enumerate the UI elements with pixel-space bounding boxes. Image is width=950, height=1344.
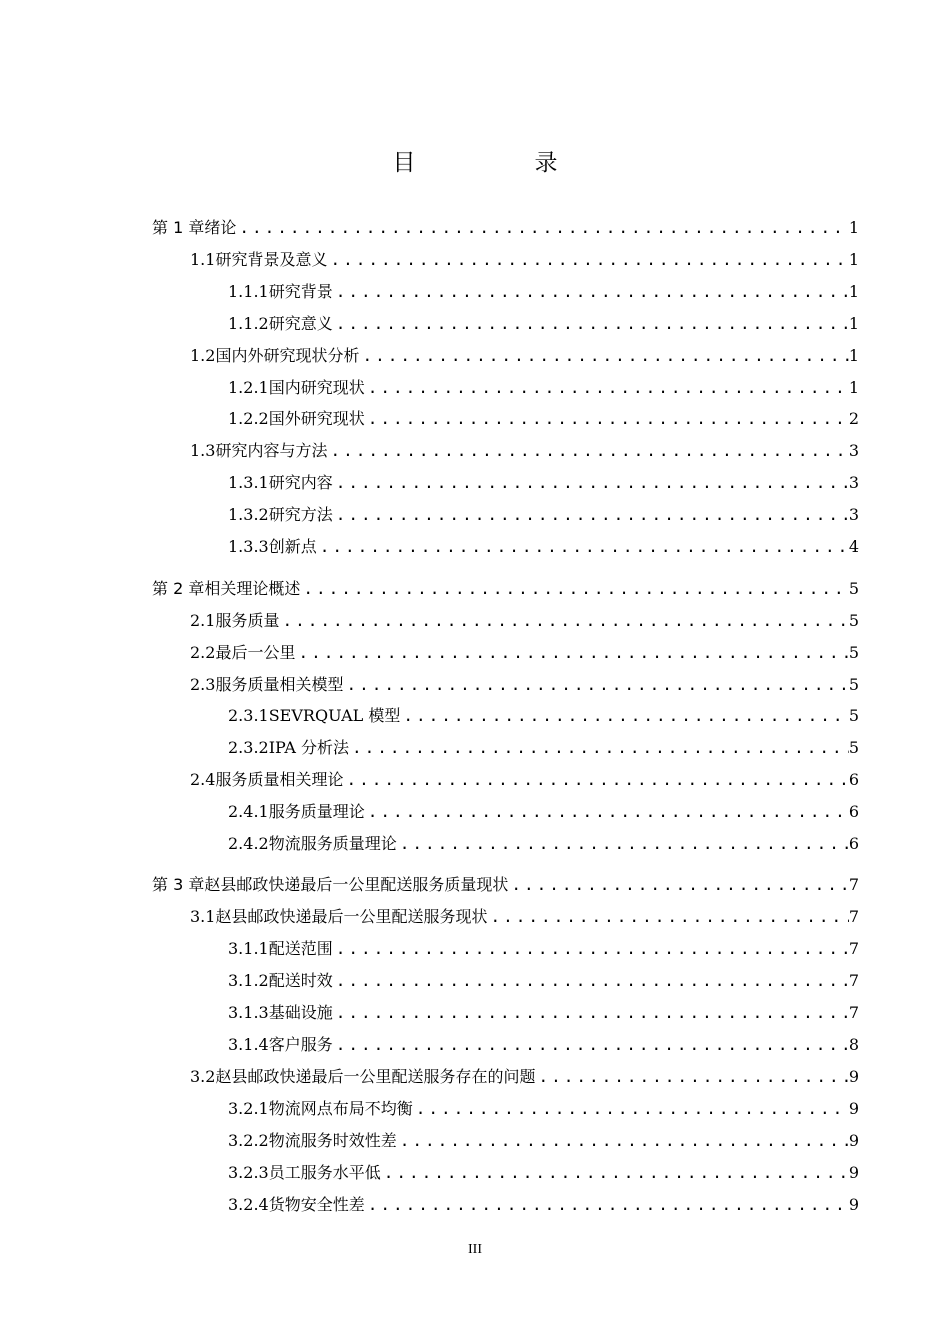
toc-dot-leader [333, 968, 849, 994]
toc-entry-page: 3 [848, 473, 859, 492]
toc-entry-page: 1 [848, 250, 859, 269]
toc-entry-number: 第 1 章 [152, 218, 205, 237]
toc-dot-leader [487, 904, 848, 930]
toc-entry-title: 配送范围 [268, 939, 333, 958]
toc-entry-number: 2.1 [190, 611, 216, 630]
toc-dot-leader [333, 311, 849, 337]
toc-entry[interactable] [228, 375, 859, 401]
toc-entry-page: 7 [848, 939, 859, 958]
toc-entry-page: 9 [848, 1195, 859, 1214]
toc-entry-page: 7 [848, 971, 859, 990]
toc-entry[interactable] [190, 608, 859, 634]
toc-dot-leader [333, 1032, 849, 1058]
toc-dot-leader [333, 1000, 849, 1026]
toc-dot-leader [333, 936, 849, 962]
toc-dot-leader [413, 1096, 849, 1122]
toc-entry-title: 创新点 [268, 537, 317, 556]
toc-entry[interactable] [152, 215, 859, 241]
page-title: 目 录 [392, 150, 606, 176]
toc-entry-page: 9 [848, 1131, 859, 1150]
toc-dot-leader [397, 831, 849, 857]
toc-entry-number: 3.2.4 [228, 1195, 269, 1214]
toc-entry-number: 3.1.3 [228, 1003, 269, 1022]
toc-entry-page: 6 [848, 834, 859, 853]
toc-entry-title: 员工服务水平低 [268, 1163, 381, 1182]
toc-entry-page: 1 [848, 314, 859, 333]
toc-entry-title: 赵县邮政快递最后一公里配送服务质量现状 [204, 875, 509, 894]
toc-entry-page: 7 [848, 875, 859, 894]
toc-entry-number: 第 2 章 [152, 579, 205, 598]
toc-dot-leader [333, 502, 849, 528]
toc-entry[interactable] [228, 1096, 859, 1122]
toc-entry[interactable] [228, 279, 859, 305]
toc-entry-title: 研究背景及意义 [215, 250, 328, 269]
toc-entry-number: 1.3.2 [228, 505, 269, 524]
toc-entry-number: 1.2.1 [228, 378, 269, 397]
toc-entry[interactable] [228, 502, 859, 528]
toc-entry-number: 1.1 [190, 250, 216, 269]
toc-dot-leader [333, 470, 849, 496]
toc-entry-title: 服务质量理论 [268, 802, 365, 821]
page-number: III [468, 1242, 482, 1257]
toc-entry-page: 5 [848, 738, 859, 757]
toc-entry-page: 1 [848, 378, 859, 397]
toc-entry-title: IPA 分析法 [268, 738, 349, 757]
toc-entry-page: 1 [848, 346, 859, 365]
toc-dot-leader [333, 279, 849, 305]
toc-entry[interactable] [228, 936, 859, 962]
toc-entry-number: 2.4 [190, 770, 216, 789]
toc-entry-page: 3 [848, 441, 859, 460]
toc-entry-number: 2.3.2 [228, 738, 269, 757]
toc-dot-leader [359, 343, 848, 369]
toc-dot-leader [327, 438, 848, 464]
toc-entry-title: SEVRQUAL 模型 [268, 706, 401, 725]
toc-entry-page: 9 [848, 1067, 859, 1086]
toc-entry[interactable] [228, 799, 859, 825]
toc-entry[interactable] [190, 247, 859, 273]
toc-entry[interactable] [190, 1064, 859, 1090]
toc-entry-number: 1.2 [190, 346, 216, 365]
toc-entry[interactable] [228, 968, 859, 994]
toc-entry-title: 国内研究现状 [268, 378, 365, 397]
toc-entry-title: 基础设施 [268, 1003, 333, 1022]
toc-entry-number: 3.2.3 [228, 1163, 269, 1182]
toc-entry-title: 研究意义 [268, 314, 333, 333]
toc-entry-title: 服务质量 [215, 611, 280, 630]
toc-entry-title: 相关理论概述 [204, 579, 301, 598]
toc-entry-number: 2.3 [190, 675, 216, 694]
toc-entry-number: 1.2.2 [228, 409, 269, 428]
toc-entry-number: 1.3.1 [228, 473, 269, 492]
toc-entry-number: 1.1.2 [228, 314, 269, 333]
toc-entry-title: 物流服务质量理论 [268, 834, 397, 853]
toc-entry-title: 赵县邮政快递最后一公里配送服务存在的问题 [215, 1067, 536, 1086]
toc-entry[interactable] [228, 1160, 859, 1186]
toc-entry-number: 3.2 [190, 1067, 216, 1086]
toc-entry[interactable] [228, 406, 859, 432]
toc-entry[interactable] [190, 767, 859, 793]
toc-entry-number: 2.4.2 [228, 834, 269, 853]
toc-entry-title: 货物安全性差 [268, 1195, 365, 1214]
toc-entry-title: 研究方法 [268, 505, 333, 524]
toc-entry-title: 绪论 [204, 218, 237, 237]
toc-dot-leader [317, 534, 849, 560]
toc-dot-leader [535, 1064, 848, 1090]
toc-dot-leader [279, 608, 848, 634]
toc-entry[interactable] [228, 1128, 859, 1154]
toc-entry-title: 物流网点布局不均衡 [268, 1099, 413, 1118]
toc-entry-number: 3.1 [190, 907, 216, 926]
toc-dot-leader [343, 767, 848, 793]
toc-entry-title: 国外研究现状 [268, 409, 365, 428]
toc-dot-leader [365, 375, 849, 401]
toc-entry-number: 3.2.2 [228, 1131, 269, 1150]
toc-dot-leader [365, 406, 849, 432]
toc-dot-leader [381, 1160, 849, 1186]
toc-entry-page: 5 [848, 643, 859, 662]
toc-entry-page: 9 [848, 1163, 859, 1182]
toc-entry-page: 2 [848, 409, 859, 428]
toc-entry[interactable] [228, 1192, 859, 1218]
toc-entry-page: 1 [848, 218, 859, 237]
toc-entry-title: 最后一公里 [215, 643, 296, 662]
toc-entry-title: 赵县邮政快递最后一公里配送服务现状 [215, 907, 488, 926]
toc-entry-number: 3.2.1 [228, 1099, 269, 1118]
toc-entry-number: 1.1.1 [228, 282, 269, 301]
toc-entry-page: 7 [848, 1003, 859, 1022]
toc-dot-leader [300, 576, 848, 602]
toc-entry[interactable] [228, 534, 859, 560]
toc-entry[interactable] [228, 735, 859, 761]
toc-dot-leader [508, 872, 848, 898]
toc-entry-title: 配送时效 [268, 971, 333, 990]
toc-entry-number: 3.1.4 [228, 1035, 269, 1054]
toc-entry[interactable] [228, 1032, 859, 1058]
toc-entry-number: 2.3.1 [228, 706, 269, 725]
toc-entry-page: 1 [848, 282, 859, 301]
toc-entry[interactable] [228, 470, 859, 496]
toc-entry-title: 研究内容 [268, 473, 333, 492]
toc-entry-page: 8 [848, 1035, 859, 1054]
toc-entry-page: 3 [848, 505, 859, 524]
toc-entry-number: 1.3 [190, 441, 216, 460]
toc-entry[interactable] [190, 343, 859, 369]
toc-dot-leader [295, 640, 848, 666]
toc-dot-leader [327, 247, 848, 273]
toc-entry[interactable] [228, 311, 859, 337]
toc-entry-number: 第 3 章 [152, 875, 205, 894]
toc-entry-title: 服务质量相关模型 [215, 675, 344, 694]
toc-entry-page: 4 [848, 537, 859, 556]
toc-entry-page: 5 [848, 706, 859, 725]
toc-dot-leader [349, 735, 849, 761]
toc-dot-leader [365, 1192, 849, 1218]
toc-dot-leader [400, 703, 848, 729]
toc-entry[interactable] [152, 872, 859, 898]
toc-entry-page: 6 [848, 770, 859, 789]
toc-entry-number: 2.2 [190, 643, 216, 662]
toc-entry[interactable] [190, 904, 859, 930]
toc-entry[interactable] [190, 438, 859, 464]
toc-entry-title: 服务质量相关理论 [215, 770, 344, 789]
toc-dot-leader [397, 1128, 849, 1154]
toc-entry-title: 客户服务 [268, 1035, 333, 1054]
toc-entry[interactable] [190, 672, 859, 698]
toc-entry-page: 5 [848, 579, 859, 598]
toc-entry[interactable] [228, 1000, 859, 1026]
toc-entry-page: 5 [848, 675, 859, 694]
toc-entry[interactable] [152, 576, 859, 602]
toc-entry[interactable] [228, 831, 859, 857]
toc-entry-title: 研究内容与方法 [215, 441, 328, 460]
toc-entry-page: 7 [848, 907, 859, 926]
toc-dot-leader [343, 672, 848, 698]
toc-entry-title: 研究背景 [268, 282, 333, 301]
toc-dot-leader [236, 215, 848, 241]
toc-entry-number: 3.1.1 [228, 939, 269, 958]
toc-entry-title: 国内外研究现状分析 [215, 346, 360, 365]
toc-entry-page: 5 [848, 611, 859, 630]
toc-entry-page: 6 [848, 802, 859, 821]
toc-entry-title: 物流服务时效性差 [268, 1131, 397, 1150]
toc-entry[interactable] [190, 640, 859, 666]
toc-entry-page: 9 [848, 1099, 859, 1118]
toc-entry[interactable] [228, 703, 859, 729]
toc-entry-number: 2.4.1 [228, 802, 269, 821]
toc-entry-number: 3.1.2 [228, 971, 269, 990]
toc-entry-number: 1.3.3 [228, 537, 269, 556]
toc-dot-leader [365, 799, 849, 825]
